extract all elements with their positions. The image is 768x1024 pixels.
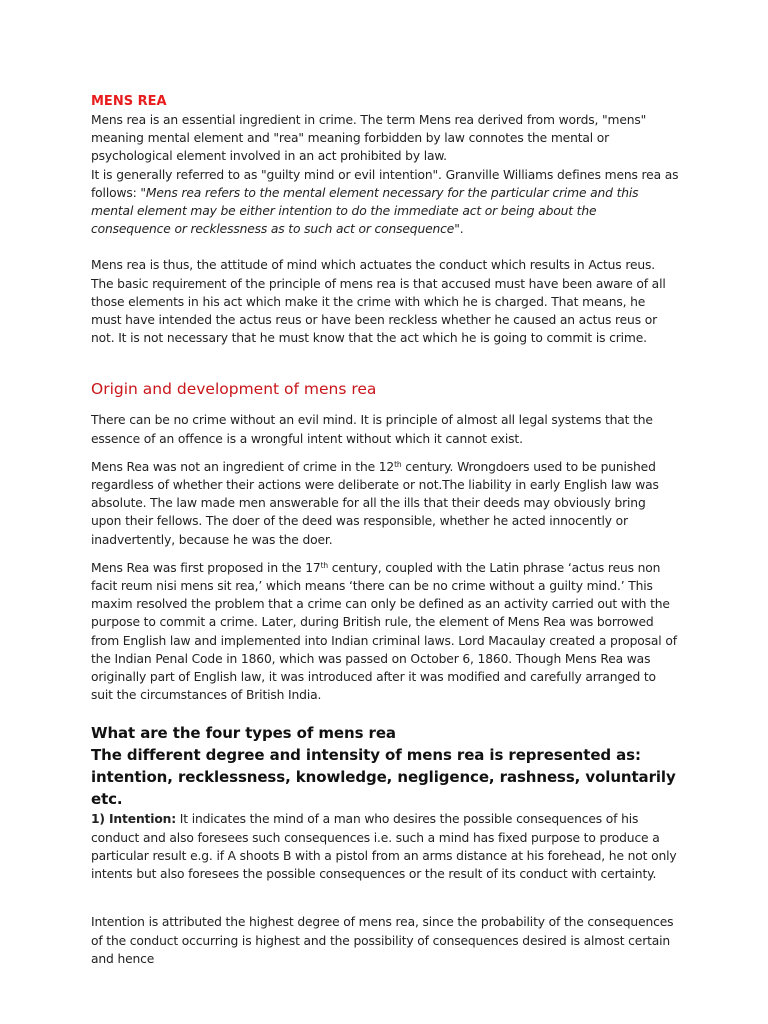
paragraph-12th-century [91,458,679,549]
paragraph-guilty-mind [91,166,679,239]
paragraph-17th-century [91,559,679,705]
intention-label: 1) Intention: [91,812,177,827]
williams-quote: Mens rea refers to the mental element necessary for the particular crime and this mental element may be either intention to do the immediate act or being about the consequence or recklessness as to such act or consequence [91,185,639,237]
text-12th-b: century. Wrongdoers used to be punished regardless of whether their actions were deliberate or not.The liability in early English law was absolute. The law made men answerable for all the ills that their deeds may obviously bring upon their fellows. The doer of the deed was responsible, whether he acted innocently or inadvertently, because he was the doer. [91,459,659,547]
paragraph-guilty-mind-tail: ". [454,222,464,237]
text-12th-a: Mens Rea was not an ingredient of crime in the 12 [91,459,395,474]
text-17th-a: Mens Rea was first proposed in the 17 [91,560,321,575]
heading-four-types: What are the four types of mens rea [91,724,396,743]
paragraph-guilty-mind-lead: It is generally referred to as "guilty mind or evil intention". Granville Williams defines mens rea as follows: " [91,167,679,200]
heading-degree-intensity: The different degree and intensity of mens rea is represented as: intention, recklessness, knowledge, negligence, rashness, voluntarily etc. [91,746,676,809]
paragraph-highest-degree: Intention is attributed the highest degree of mens rea, since the probability of the consequences of the conduct occurring is highest and the possibility of consequences desired is almost certain and hence [91,915,674,966]
paragraph-definition: Mens rea is an essential ingredient in crime. The term Mens rea derived from words, "mens" meaning mental element and "rea" meaning forbidden by law connotes the mental or psychological element involved in an act prohibited by law. [91,113,647,164]
superscript-th: th [320,560,328,570]
superscript-th: th [394,459,402,469]
heading-origin: Origin and development of mens rea [91,380,377,399]
paragraph-evil-mind: There can be no crime without an evil mind. It is principle of almost all legal systems that the essence of an offence is a wrongful intent without which it cannot exist. [91,413,653,446]
heading-mens-rea: MENS REA [91,94,167,109]
document-page [91,93,679,968]
text-17th-b: century, coupled with the Latin phrase ‘actus reus non facit reum nisi mens sit rea,’ which means ‘there can be no crime without a guilty mind.’ This maxim resolved the problem that a crime can only be defined as an activity carried out with the purpose to commit a crime. Later, during British rule, the element of Mens Rea was borrowed from English law and implemented into Indian criminal laws. Lord Macaulay created a proposal of the Indian Penal Code in 1860, which was passed on October 6, 1860. Though Mens Rea was originally part of English law, it was introduced after it was modified and carefully arranged to suit the circumstances of British India. [91,560,677,703]
paragraph-basic-requirement: The basic requirement of the principle of mens rea is that accused must have been aware of all those elements in his act which make it the crime with which he is charged. That means, he must have intended the actus reus or have been reckless whether he caused an actus reus or not. It is not necessary that he must know that the act which he is going to commit is crime. [91,276,666,346]
paragraph-attitude: Mens rea is thus, the attitude of mind which actuates the conduct which results in Actus reus. [91,258,656,273]
intention-text: It indicates the mind of a man who desires the possible consequences of his conduct and also foresees such consequences i.e. such a mind has fixed purpose to produce a particular result e.g. if A shoots B with a pistol from an arms distance at his forehead, he not only intents but also foresees the possible consequences or the result of its conduct with certainty. [91,812,677,882]
paragraph-intention [91,810,679,883]
